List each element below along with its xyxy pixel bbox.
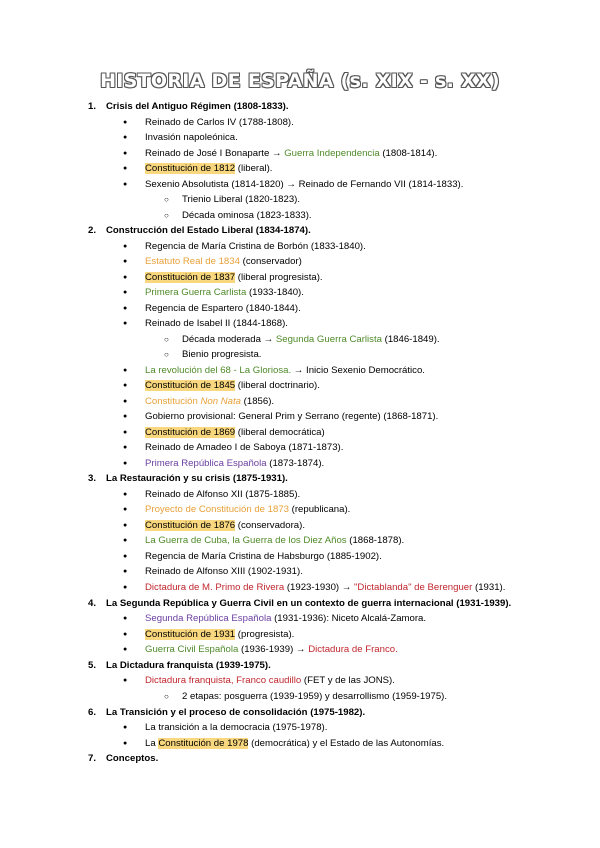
list-item: ● Dictadura franquista, Franco caudillo (FET y de las JONS).	[145, 675, 395, 687]
list-item: ● Constitución de 1812 (liberal).	[145, 163, 272, 175]
section-6: 6. La Transición y el proceso de consolidación (1975-1982).	[88, 707, 366, 718]
sub-list-item: ○ Década ominosa (1823-1833).	[182, 210, 312, 222]
list-item: ● Constitución de 1876 (conservadora).	[145, 520, 305, 532]
list-item: ● La Guerra de Cuba, la Guerra de los Diez Años (1868-1878).	[145, 535, 404, 547]
list-item: ● Regencia de Espartero (1840-1844).	[145, 303, 301, 315]
list-item: ● Regencia de María Cristina de Borbón (1833-1840).	[145, 241, 366, 253]
list-item: ● Reinado de Carlos IV (1788-1808).	[145, 117, 294, 129]
list-item: ● Constitución de 1837 (liberal progresista).	[145, 272, 323, 284]
list-item: ● Gobierno provisional: General Prim y Serrano (regente) (1868-1871).	[145, 411, 438, 423]
list-item: ● La transición a la democracia (1975-1978).	[145, 722, 327, 734]
list-item: ● Reinado de Alfonso XII (1875-1885).	[145, 489, 300, 501]
section-2: 2. Construcción del Estado Liberal (1834-1874).	[88, 225, 311, 236]
list-item: ● Sexenio Absolutista (1814-1820) → Reinado de Fernando VII (1814-1833).	[145, 179, 463, 191]
list-item: ● Segunda República Española (1931-1936): Niceto Alcalá-Zamora.	[145, 613, 426, 625]
list-item: ● Constitución de 1869 (liberal democrática)	[145, 427, 325, 439]
list-item: ● Invasión napoleónica.	[145, 132, 238, 144]
section-1: 1. Crisis del Antiguo Régimen (1808-1833).	[88, 101, 289, 112]
list-item: ● Reinado de Amadeo I de Saboya (1871-1873).	[145, 442, 343, 454]
page-title: HISTORIA DE ESPAÑA (s. XIX - s. XX)	[100, 70, 500, 92]
section-5: 5. La Dictadura franquista (1939-1975).	[88, 660, 271, 671]
list-item: ● Regencia de María Cristina de Habsburgo (1885-1902).	[145, 551, 382, 563]
list-item: ● Proyecto de Constitución de 1873 (republicana).	[145, 504, 350, 516]
list-item: ● Constitución de 1931 (progresista).	[145, 629, 294, 641]
section-4: 4. La Segunda República y Guerra Civil en un contexto de guerra internacional (1931-1939).	[88, 598, 512, 609]
list-item: ● Reinado de José I Bonaparte → Guerra Independencia (1808-1814).	[145, 148, 437, 160]
list-item: ● La revolución del 68 - La Gloriosa. → Inicio Sexenio Democrático.	[145, 365, 425, 377]
list-item: ● Reinado de Alfonso XIII (1902-1931).	[145, 566, 303, 578]
section-7: 7. Conceptos.	[88, 753, 159, 764]
section-3: 3. La Restauración y su crisis (1875-1931).	[88, 473, 288, 484]
list-item: ● Reinado de Isabel II (1844-1868).	[145, 318, 288, 330]
sub-list-item: ○ Década moderada → Segunda Guerra Carlista (1846-1849).	[182, 334, 440, 346]
sub-list-item: ○ 2 etapas: posguerra (1939-1959) y desarrollismo (1959-1975).	[182, 691, 447, 703]
sub-list-item: ○ Bienio progresista.	[182, 349, 261, 361]
sub-list-item: ○ Trienio Liberal (1820-1823).	[182, 194, 300, 206]
list-item: ● Dictadura de M. Primo de Rivera (1923-1930) → "Dictablanda" de Berenguer (1931).	[145, 582, 505, 594]
list-item: ● Constitución Non Nata (1856).	[145, 396, 274, 408]
list-item: ● Guerra Civil Española (1936-1939) → Dictadura de Franco.	[145, 644, 398, 656]
list-item: ● Primera República Española (1873-1874).	[145, 458, 324, 470]
list-item: ● La Constitución de 1978 (democrática) y el Estado de las Autonomías.	[145, 738, 444, 750]
list-item: ● Constitución de 1845 (liberal doctrinario).	[145, 380, 320, 392]
list-item: ● Primera Guerra Carlista (1933-1840).	[145, 287, 304, 299]
list-item: ● Estatuto Real de 1834 (conservador)	[145, 256, 302, 268]
